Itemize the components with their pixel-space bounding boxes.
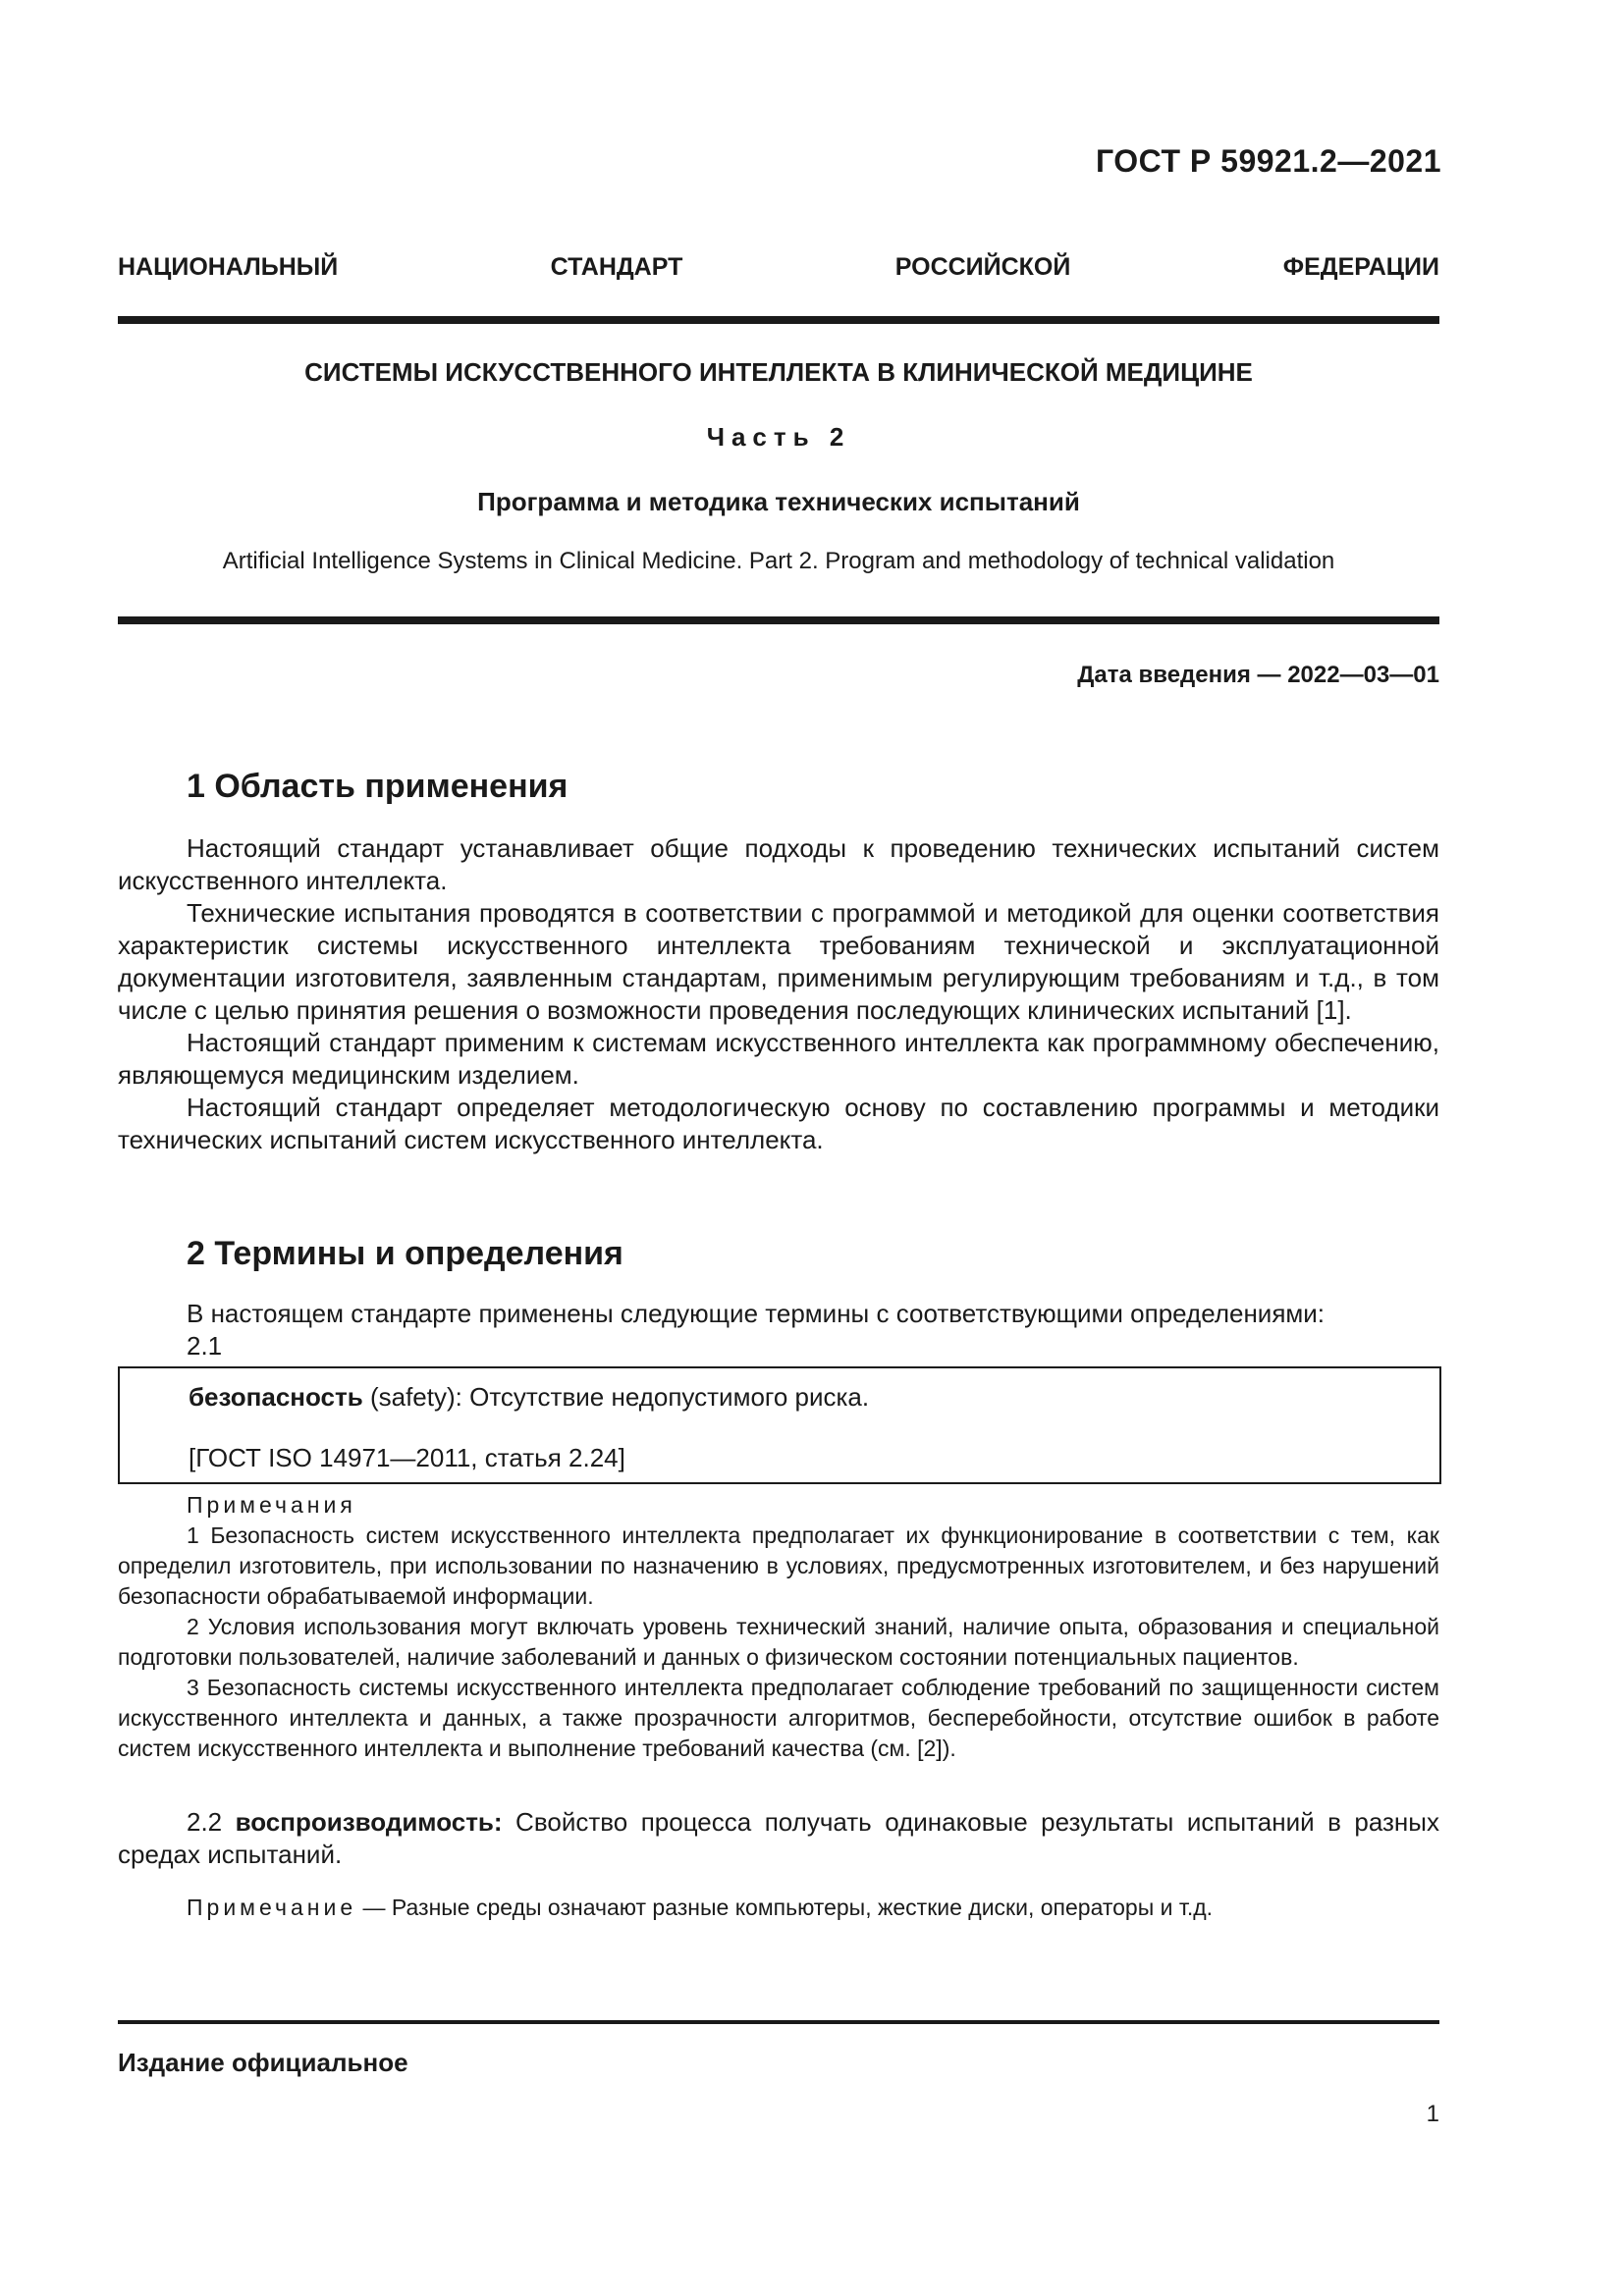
title-rule: [118, 616, 1439, 624]
single-note-text: — Разные среды означают разные компьютеры, жесткие диски, операторы и т.д.: [356, 1895, 1214, 1920]
national-standard-banner: НАЦИОНАЛЬНЫЙ СТАНДАРТ РОССИЙСКОЙ ФЕДЕРАЦИИ: [118, 253, 1439, 281]
section-1-body: [118, 832, 1439, 1156]
note-item: 2 Условия использования могут включать уровень технический знаний, наличие опыта, образования и специальной подготовки пользователей, наличие заболеваний и данных о физическом состоянии потенциальных пациентов.: [118, 1614, 1439, 1670]
document-part: Часть 2: [706, 422, 851, 452]
introduction-date: Дата введения — 2022—03—01: [1077, 662, 1439, 688]
section-1-paragraph: Настоящий стандарт устанавливает общие подходы к проведению технических испытаний систем искусственного интеллекта.: [118, 833, 1439, 895]
section-2-intro-text: В настоящем стандарте применены следующие термины с соответствующими определениями:: [187, 1299, 1326, 1328]
document-subtitle: Программа и методика технических испытаний: [477, 487, 1080, 516]
term-reproducibility: воспроизводимость:: [235, 1807, 503, 1837]
note-item: 3 Безопасность системы искусственного интеллекта предполагает соблюдение требований по защищенности систем искусственного интеллекта и данных, а также прозрачности алгоритмов, бесперебойности, отсутствие ошибок в работе систем искусственного интеллекта и выполнение требований качества (см. [2]).: [118, 1675, 1439, 1761]
term-reproducibility-definition: Свойство процесса получать одинаковые результаты испытаний в разных средах испытаний.: [118, 1807, 1439, 1869]
term-safety: безопасность: [189, 1382, 363, 1412]
official-edition-label: Издание официальное: [118, 2048, 408, 2077]
term-2-2: [118, 1806, 1439, 1871]
term-2-2-number: 2.2: [187, 1807, 236, 1837]
term-2-1-number: 2.1: [187, 1331, 223, 1361]
single-note: [118, 1893, 1439, 1923]
single-note-label: Примечание: [187, 1895, 357, 1920]
footer-rule: [118, 2020, 1439, 2024]
document-title: СИСТЕМЫ ИСКУССТВЕННОГО ИНТЕЛЛЕКТА В КЛИНИЧЕСКОЙ МЕДИЦИНЕ: [304, 357, 1253, 387]
definition-box: [118, 1366, 1441, 1484]
page-number: 1: [1426, 2101, 1439, 2127]
section-1-paragraph: Настоящий стандарт определяет методологическую основу по составлению программы и методики технических испытаний систем искусственного интеллекта.: [118, 1093, 1439, 1154]
notes-block: [118, 1490, 1439, 1764]
section-1-paragraph: Настоящий стандарт применим к системам искусственного интеллекта как программному обеспечению, являющемуся медицинским изделием.: [118, 1028, 1439, 1090]
notes-label: Примечания: [187, 1492, 356, 1518]
top-rule: [118, 316, 1439, 324]
term-safety-definition: (safety): Отсутствие недопустимого риска.: [362, 1382, 870, 1412]
english-title: Artificial Intelligence Systems in Clinical Medicine. Part 2. Program and methodology of technical validation: [222, 548, 1335, 574]
section-1-heading: 1 Область применения: [187, 768, 568, 805]
section-2-heading: 2 Термины и определения: [187, 1235, 623, 1272]
section-2-intro: [118, 1298, 1439, 1362]
definition-source: [ГОСТ ISO 14971—2011, статья 2.24]: [189, 1443, 625, 1472]
section-1-paragraph: Технические испытания проводятся в соответствии с программой и методикой для оценки соответствия характеристик системы искусственного интеллекта требованиям технической и эксплуатационной документации изготовителя, заявленным стандартам, применимым регулирующим требованиям и т.д., в том числе с целью принятия решения о возможности проведения последующих клинических испытаний [1].: [118, 898, 1439, 1025]
gost-code: ГОСТ Р 59921.2—2021: [1096, 143, 1441, 179]
note-item: 1 Безопасность систем искусственного интеллекта предполагает их функционирование в соответствии с тем, как определил изготовитель, при использовании по назначению в условиях, предусмотренных изготовителем, и без нарушений безопасности обрабатываемой информации.: [118, 1522, 1439, 1609]
definition-text: [189, 1382, 869, 1413]
